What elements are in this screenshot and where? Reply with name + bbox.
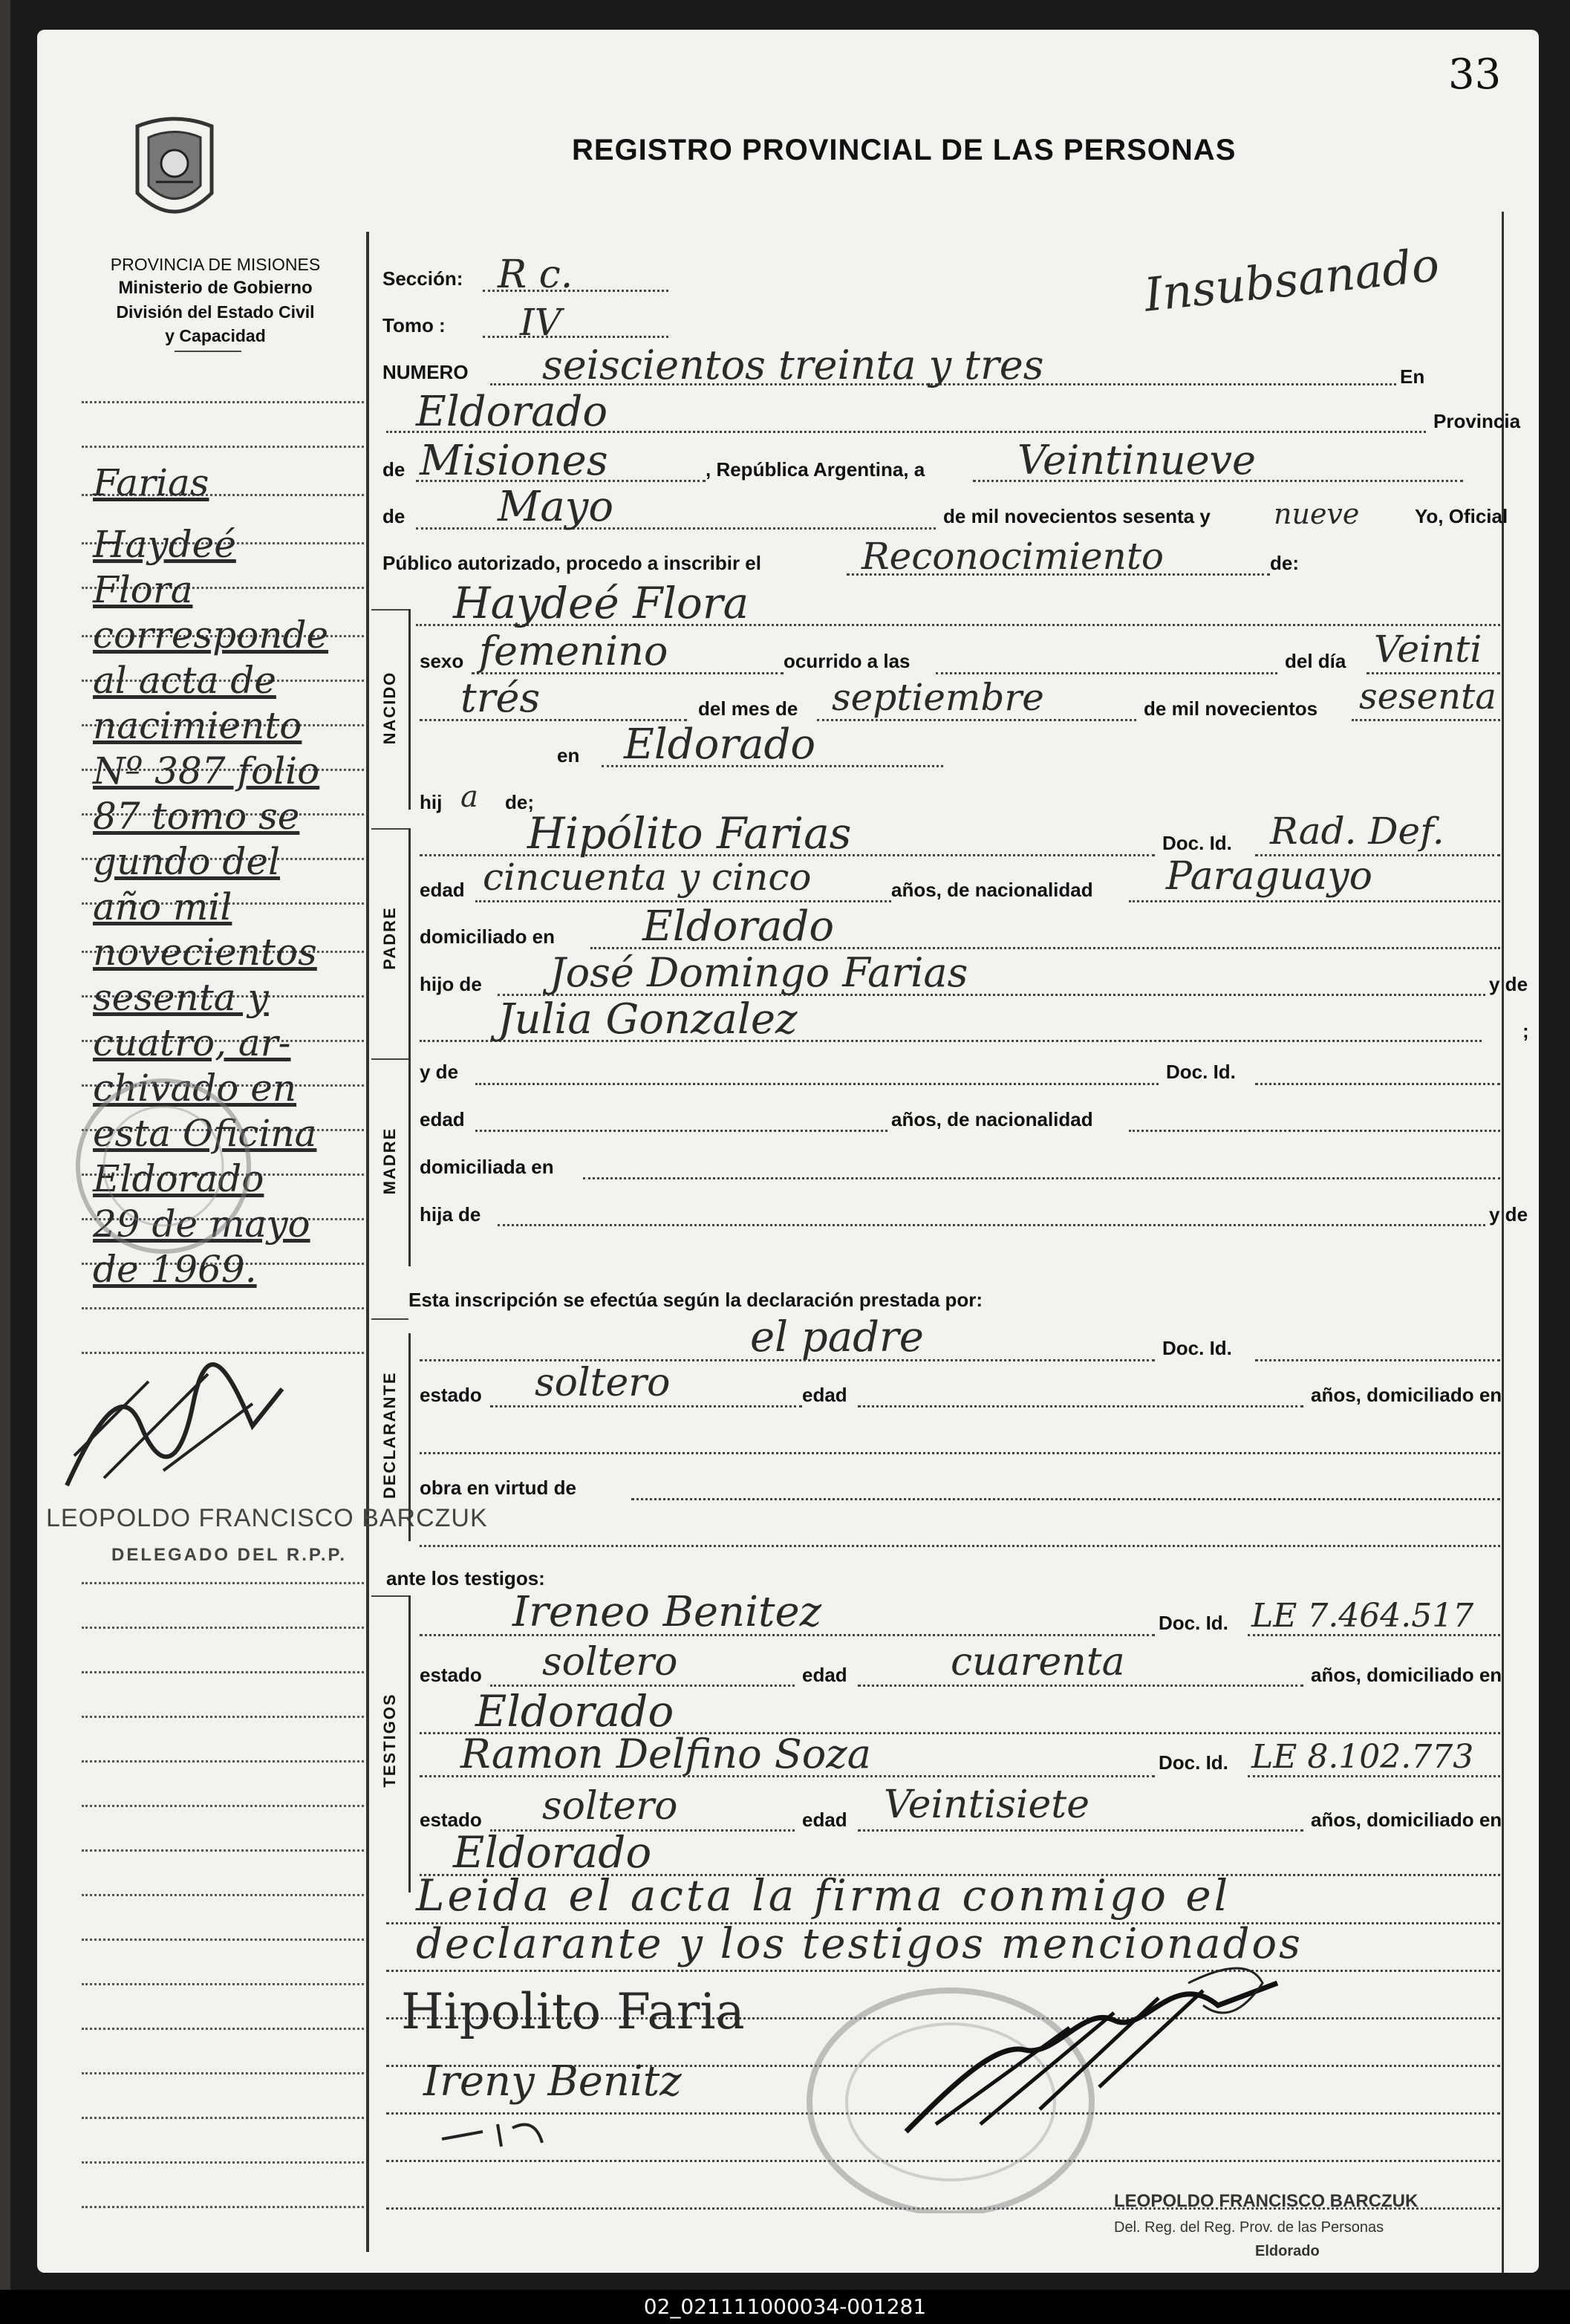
label-republica: , República Argentina, a: [706, 458, 925, 481]
margin-note-line: sesenta y: [93, 976, 269, 1019]
label-de: de: [382, 458, 405, 481]
label-domiciliado-en: domiciliado en: [420, 925, 556, 948]
page-title: REGISTRO PROVINCIAL DE LAS PERSONAS: [572, 134, 1237, 166]
value-declarante: el padre: [750, 1313, 924, 1361]
book-spine: [0, 0, 10, 2324]
label-estado-t2: estado: [420, 1809, 482, 1831]
section-declarante: DECLARANTE: [380, 1371, 399, 1499]
label-de-colon: de:: [1270, 552, 1299, 574]
value-t1-estado: soltero: [542, 1640, 678, 1685]
value-anio-nac: sesenta: [1359, 676, 1496, 717]
label-hijo-de: hijo de: [420, 973, 482, 995]
value-abuela: Julia Gonzalez: [498, 995, 798, 1044]
label-de2: de: [382, 505, 405, 527]
value-t2-nombre: Ramon Delfino Soza: [460, 1731, 871, 1777]
margin-note-line: Farias: [93, 461, 209, 504]
value-sexo: femenino: [479, 628, 668, 674]
value-abuelo: José Domingo Farias: [550, 949, 968, 996]
section-testigos: TESTIGOS: [380, 1693, 399, 1788]
label-ocurrido: ocurrido a las: [784, 650, 911, 672]
margin-note-line: nacimiento: [93, 704, 302, 747]
value-decl-estado: soltero: [535, 1361, 671, 1405]
value-mes: Mayo: [498, 483, 614, 531]
label-sexo: sexo: [420, 650, 464, 672]
stamp-bottom-name: LEOPOLDO FRANCISCO BARCZUK: [1114, 2191, 1418, 2211]
value-mes-nac: septiembre: [832, 676, 1044, 719]
label-en-lower: en: [557, 744, 580, 766]
label-mil-nov-sesenta: de mil novecientos sesenta y: [943, 505, 1211, 527]
margin-note-line: novecientos: [93, 931, 317, 974]
label-estado-t1: estado: [420, 1664, 482, 1686]
value-anio: nueve: [1274, 498, 1360, 530]
value-dia-nac2: trés: [460, 674, 541, 721]
value-padre-dom: Eldorado: [642, 902, 835, 951]
label-y-de3: y de: [1489, 1203, 1528, 1226]
province-seal-icon: [126, 111, 223, 230]
annotation-insubsanado: Insubsanado: [1141, 237, 1442, 322]
value-padre-edad: cincuenta y cinco: [483, 856, 812, 899]
margin-round-stamp-icon: [67, 1070, 260, 1266]
province-name: PROVINCIA DE MISIONES: [110, 255, 321, 274]
margin-note-line: de 1969.: [93, 1248, 257, 1291]
value-lugar: Eldorado: [416, 388, 608, 436]
label-edad-decl: edad: [802, 1384, 847, 1406]
value-acto: Reconocimiento: [861, 535, 1165, 578]
margin-note-line: corresponde: [93, 613, 329, 657]
label-ante-testigos: ante los testigos:: [386, 1567, 545, 1589]
value-padre-nac: Paraguayo: [1166, 854, 1372, 899]
division-line2: y Capacidad: [165, 326, 266, 345]
closing-line-2: declarante y los testigos mencionados: [416, 1920, 1303, 1968]
label-seccion: Sección:: [382, 267, 463, 290]
label-doc-id: Doc. Id.: [1162, 832, 1232, 854]
label-y-de2: y de: [420, 1061, 459, 1083]
value-nombre: Haydeé Flora: [453, 578, 749, 628]
label-semicolon: ;: [1522, 1020, 1529, 1042]
value-provincia: Misiones: [420, 437, 608, 485]
value-t1-dom: Eldorado: [475, 1686, 674, 1737]
value-dia: Veintinueve: [1017, 437, 1256, 484]
ministry-name: Ministerio de Gobierno: [118, 278, 313, 298]
label-y-de: y de: [1489, 973, 1528, 995]
label-edad-t2: edad: [802, 1809, 847, 1831]
label-hija-de: hija de: [420, 1203, 481, 1226]
label-anos-dom: años, domiciliado en: [1311, 1384, 1502, 1406]
stamp-bottom-place: Eldorado: [1255, 2243, 1320, 2259]
stamp-left-role: DELEGADO DEL R.P.P.: [111, 1545, 348, 1565]
label-hij: hij: [420, 791, 443, 813]
label-doc-id-madre: Doc. Id.: [1166, 1061, 1236, 1083]
signature-hipolito: Hipolito Faria: [401, 1983, 745, 2040]
value-seccion: R c.: [498, 253, 573, 297]
label-publico: Público autorizado, procedo a inscribir el: [382, 552, 761, 574]
value-t2-doc: LE 8.102.773: [1251, 1738, 1474, 1776]
margin-note-line: Haydeé: [93, 523, 236, 566]
label-anos-dom-t1: años, domiciliado en: [1311, 1664, 1502, 1686]
value-t2-edad: Veintisiete: [884, 1783, 1089, 1827]
image-id-footer: 02_021111000034-001281: [0, 2290, 1570, 2324]
section-nacido: NACIDO: [380, 671, 399, 745]
margin-note-line: Nº 387 folio: [93, 749, 320, 792]
stamp-left-name: LEOPOLDO FRANCISCO BARCZUK: [46, 1504, 488, 1532]
header-divider: [175, 351, 241, 352]
margin-note-line: 29 de mayo: [93, 1202, 310, 1246]
label-anos-nac-madre: años, de nacionalidad: [891, 1108, 1093, 1130]
margin-note-line: esta Oficina: [93, 1112, 317, 1155]
value-hij-suffix: a: [460, 780, 478, 814]
label-anos-dom-t2: años, domiciliado en: [1311, 1809, 1502, 1831]
margin-note-line: Eldorado: [93, 1157, 264, 1200]
label-edad-t1: edad: [802, 1664, 847, 1686]
margin-note-line: chivado en: [93, 1067, 297, 1110]
value-t2-estado: soltero: [542, 1784, 678, 1829]
label-numero: NUMERO: [382, 361, 469, 383]
label-edad: edad: [420, 879, 465, 901]
official-signature-icon: [891, 1939, 1307, 2165]
value-numero: seiscientos treinta y tres: [542, 342, 1044, 388]
margin-note-line: Flora: [93, 568, 193, 611]
label-doc-id-declarante: Doc. Id.: [1162, 1337, 1232, 1359]
section-padre: PADRE: [380, 906, 399, 970]
margin-note-line: gundo del: [93, 840, 281, 883]
stamp-bottom-role: Del. Reg. del Reg. Prov. de las Personas: [1114, 2219, 1384, 2236]
register-page: [37, 30, 1539, 2273]
label-doc-id-t1: Doc. Id.: [1159, 1612, 1228, 1634]
label-mil-nov: de mil novecientos: [1144, 697, 1318, 720]
margin-signature-icon: [59, 1359, 304, 1511]
division-line1: División del Estado Civil: [116, 302, 315, 322]
label-tomo: Tomo :: [382, 314, 446, 336]
label-esta-inscripcion: Esta inscripción se efectúa según la declaración prestada por:: [408, 1289, 983, 1311]
value-padre: Hipólito Farias: [527, 808, 852, 859]
label-estado: estado: [420, 1384, 482, 1406]
label-yo-oficial: Yo, Oficial: [1415, 505, 1508, 527]
label-obra: obra en virtud de: [420, 1477, 576, 1499]
label-anos-nac: años, de nacionalidad: [891, 879, 1093, 901]
value-lugar-nac: Eldorado: [624, 720, 816, 769]
label-del-dia: del día: [1285, 650, 1346, 672]
label-de-semicolon: de;: [505, 791, 534, 813]
value-t1-nombre: Ireneo Benitez: [512, 1588, 822, 1636]
section-madre: MADRE: [380, 1127, 399, 1195]
label-en: En: [1400, 365, 1425, 388]
label-edad-madre: edad: [420, 1108, 465, 1130]
value-t1-doc: LE 7.464.517: [1251, 1597, 1474, 1635]
label-del-mes: del mes de: [698, 697, 798, 720]
margin-note-line: al acta de: [93, 659, 276, 702]
signature-ireneo: Ireny Benitz: [423, 2057, 682, 2106]
label-domiciliada-en: domiciliada en: [420, 1156, 554, 1178]
margin-note-line: cuatro, ar-: [93, 1021, 291, 1064]
value-t1-edad: cuarenta: [951, 1640, 1125, 1685]
witness-mark-icon: [438, 2109, 557, 2158]
margin-note-line: 87 tomo se: [93, 795, 300, 838]
closing-line-1: Leida el acta la firma conmigo el: [416, 1870, 1231, 1921]
value-dia-nac1: Veinti: [1374, 628, 1482, 671]
margin-divider: [366, 232, 369, 2252]
value-t2-dom: Eldorado: [453, 1827, 652, 1878]
issuer-block: [67, 253, 364, 348]
value-padre-doc: Rad. Def.: [1270, 810, 1444, 853]
label-provincia: Provincia: [1433, 410, 1521, 432]
margin-note-line: año mil: [93, 885, 232, 928]
page-number: 33: [1448, 51, 1502, 99]
value-tomo: IV: [520, 301, 561, 344]
label-doc-id-t2: Doc. Id.: [1159, 1751, 1228, 1774]
